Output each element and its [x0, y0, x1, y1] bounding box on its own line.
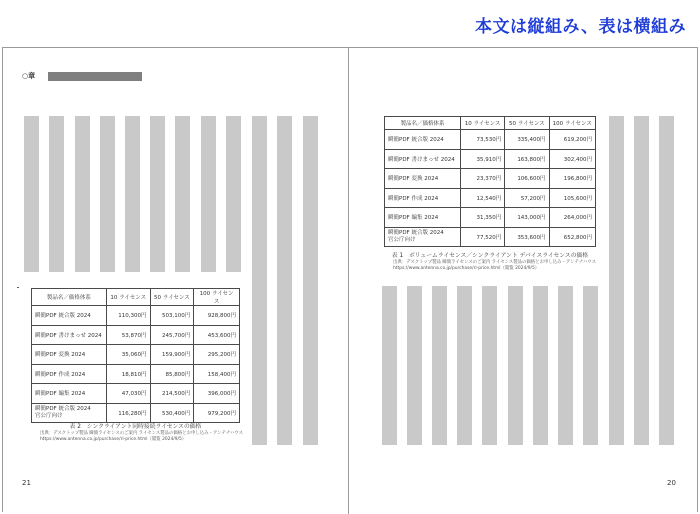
text-column [583, 286, 598, 445]
product-name-cell: 瞬簡PDF 統合版 2024 [385, 130, 461, 150]
table-row [32, 403, 240, 423]
page-headline: 本文は縦組み、表は横組み [474, 17, 686, 37]
chapter-title-placeholder [48, 72, 142, 81]
price-cell: 23,370円 [460, 169, 504, 189]
table-row [32, 345, 240, 365]
product-name-cell: 瞬簡PDF 書けまっせ 2024 [32, 325, 107, 345]
text-column [201, 116, 216, 272]
source-line: 出典：デスクトップ製品 瞬簡ライセンスのご案内 ライセンス製品の価格とお申し込み - アンテナハウス [393, 260, 597, 265]
price-cell: 335,400円 [505, 130, 549, 150]
price-cell: 619,200円 [549, 130, 595, 150]
table-row [385, 188, 596, 208]
product-name-cell: 瞬簡PDF 書けまっせ 2024 [385, 149, 461, 169]
table-row [32, 384, 240, 404]
table-row [32, 325, 240, 345]
table-caption: 表 2 シンクライアント同時接続ライセンスの価格 [69, 424, 202, 430]
text-column [75, 116, 90, 272]
text-column [382, 286, 397, 445]
table-row [385, 169, 596, 189]
text-column [277, 116, 292, 445]
product-name-cell: 瞬簡PDF 編集 2024 [32, 384, 107, 404]
table-row [385, 130, 596, 150]
price-cell: 35,060円 [106, 345, 150, 365]
price-cell: 302,400円 [549, 149, 595, 169]
text-column [457, 286, 472, 445]
column-header: 100 ライセンス [194, 289, 240, 306]
text-column [125, 116, 140, 272]
text-column [482, 286, 497, 445]
text-column [508, 286, 523, 445]
price-cell: 503,100円 [150, 306, 194, 326]
price-cell: 57,200円 [505, 188, 549, 208]
price-cell: 18,810円 [106, 364, 150, 384]
price-cell: 143,000円 [505, 208, 549, 228]
table-row [385, 227, 596, 247]
price-cell: 652,800円 [549, 227, 595, 247]
price-cell: 530,400円 [150, 403, 194, 423]
margin-dot [17, 287, 19, 288]
price-cell: 47,030円 [106, 384, 150, 404]
column-header: 50 ライセンス [505, 117, 549, 130]
price-cell: 453,600円 [194, 325, 240, 345]
price-cell: 396,000円 [194, 384, 240, 404]
price-cell: 163,800円 [505, 149, 549, 169]
source-line: 出典：デスクトップ製品 瞬簡ライセンスのご案内 ライセンス製品の価格とお申し込み - アンテナハウス [40, 431, 244, 436]
text-column [533, 286, 548, 445]
product-name-cell: 瞬簡PDF 編集 2024 [385, 208, 461, 228]
table-source [40, 431, 243, 443]
right-price-table [384, 116, 596, 247]
price-cell: 245,700円 [150, 325, 194, 345]
chapter-mark: ○章 [22, 72, 36, 80]
product-name-cell: 瞬簡PDF 変換 2024 [32, 345, 107, 365]
price-cell: 928,800円 [194, 306, 240, 326]
text-column [558, 286, 573, 445]
price-cell: 12,540円 [460, 188, 504, 208]
text-column [49, 116, 64, 272]
column-header: 10 ライセンス [460, 117, 504, 130]
product-name-cell: 瞬簡PDF 作成 2024 [385, 188, 461, 208]
table-row [385, 149, 596, 169]
product-name-cell: 瞬簡PDF 統合版 2024 [32, 306, 107, 326]
price-cell: 35,910円 [460, 149, 504, 169]
page-number: 20 [667, 479, 676, 487]
price-cell: 106,600円 [505, 169, 549, 189]
price-cell: 264,000円 [549, 208, 595, 228]
table-caption: 表 1 ボリュームライセンス／シンクライアント デバイスライセンスの価格 [391, 253, 589, 259]
price-cell: 353,600円 [505, 227, 549, 247]
table-row [32, 364, 240, 384]
text-column [609, 116, 624, 445]
text-column [659, 116, 674, 445]
price-cell: 77,520円 [460, 227, 504, 247]
product-name-cell: 瞬簡PDF 作成 2024 [32, 364, 107, 384]
text-column [100, 116, 115, 272]
column-header: 製品名／価格体系 [385, 117, 461, 130]
price-cell: 196,800円 [549, 169, 595, 189]
column-header: 100 ライセンス [549, 117, 595, 130]
text-column [24, 116, 39, 272]
text-column [407, 286, 422, 445]
price-cell: 105,600円 [549, 188, 595, 208]
product-name-cell: 瞬簡PDF 統合版 2024 官公庁向け [32, 403, 107, 423]
product-name-cell: 瞬簡PDF 変換 2024 [385, 169, 461, 189]
left-price-table [31, 288, 240, 423]
product-name-cell: 瞬簡PDF 統合版 2024 官公庁向け [385, 227, 461, 247]
text-column [226, 116, 241, 272]
price-cell: 158,400円 [194, 364, 240, 384]
price-cell: 31,350円 [460, 208, 504, 228]
price-cell: 295,200円 [194, 345, 240, 365]
price-cell: 73,530円 [460, 130, 504, 150]
price-cell: 110,300円 [106, 306, 150, 326]
page-number: 21 [22, 479, 31, 487]
price-cell: 85,800円 [150, 364, 194, 384]
table-row [385, 208, 596, 228]
text-column [303, 116, 318, 445]
text-column [252, 116, 267, 445]
price-cell: 53,870円 [106, 325, 150, 345]
price-cell: 116,280円 [106, 403, 150, 423]
spine-gutter [348, 47, 349, 514]
table-header-row [385, 117, 596, 130]
price-cell: 214,500円 [150, 384, 194, 404]
column-header: 10 ライセンス [106, 289, 150, 306]
table-row [32, 306, 240, 326]
column-header: 製品名／価格体系 [32, 289, 107, 306]
price-cell: 979,200円 [194, 403, 240, 423]
table-source [393, 260, 596, 272]
source-url: https://www.antenna.co.jp/purchase/ri-price.html（閲覧 2024/9/5） [393, 266, 540, 271]
text-column [175, 116, 190, 272]
text-column [432, 286, 447, 445]
column-header: 50 ライセンス [150, 289, 194, 306]
text-column [150, 116, 165, 272]
source-url: https://www.antenna.co.jp/purchase/ri-price.html（閲覧 2024/9/5） [40, 437, 187, 442]
table-header-row [32, 289, 240, 306]
price-cell: 159,900円 [150, 345, 194, 365]
text-column [634, 116, 649, 445]
